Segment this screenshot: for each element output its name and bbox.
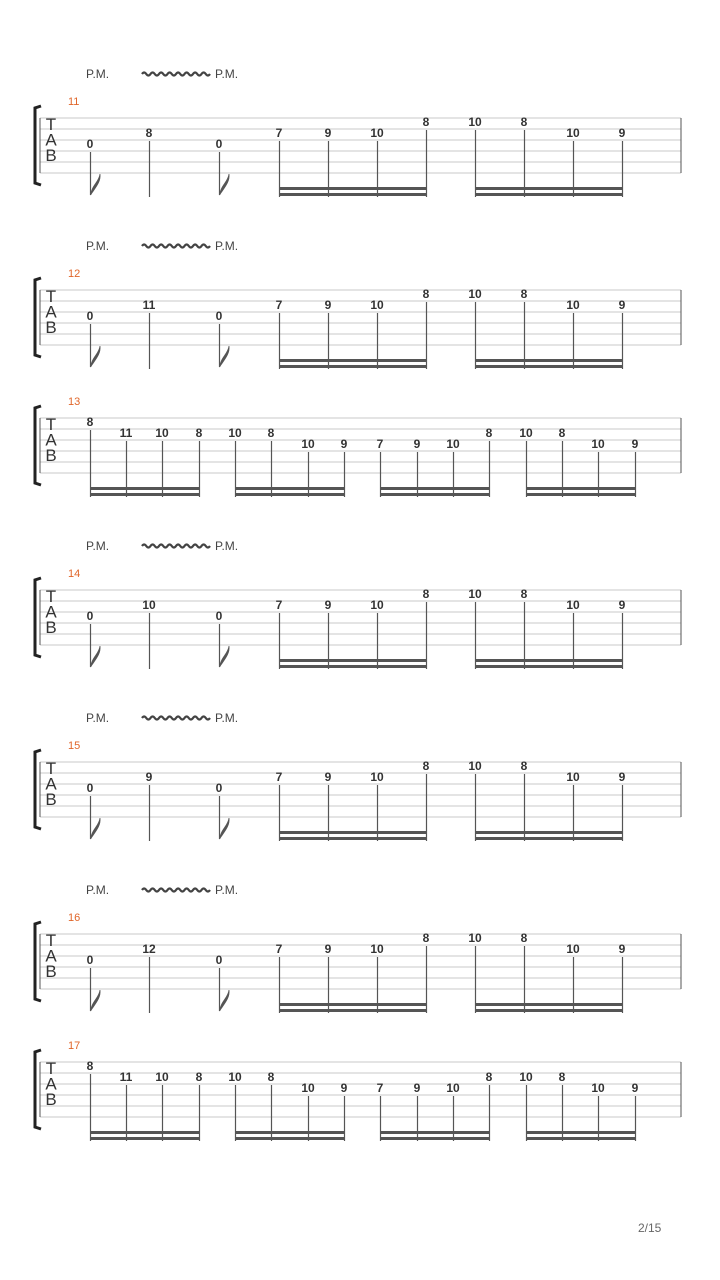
tab-clef-letter: B [45,962,57,981]
measure-number: 16 [68,912,81,924]
fret-number: 8 [422,287,430,301]
beam [380,487,490,490]
page-number: 2/15 [638,1221,662,1235]
eighth-note-flag-icon [220,346,230,367]
beam [235,487,345,490]
tab-system [35,396,681,497]
fret-number: 10 [566,598,580,612]
tab-system [35,239,681,369]
fret-number: 0 [215,781,223,795]
fret-number: 10 [566,126,580,140]
eighth-note-flag-icon [220,174,230,195]
fret-number: 7 [275,770,283,784]
fret-number: 10 [519,1070,533,1084]
fret-number: 8 [558,426,566,440]
tab-clef-letter: T [45,759,57,778]
fret-number: 10 [591,437,605,451]
tab-clef-letter: A [45,302,57,322]
beam [380,1131,490,1134]
beam [279,193,427,196]
fret-number: 0 [86,309,94,323]
tab-clef-letter: T [45,931,57,950]
beam [475,359,623,362]
fret-number: 9 [413,437,421,451]
tab-system [35,711,681,841]
tab-clef-letter: A [45,1074,57,1094]
beam [279,359,427,362]
fret-number: 10 [301,1081,315,1095]
fret-number: 8 [422,587,430,601]
beam [526,1137,636,1140]
fret-number: 8 [86,415,94,429]
beam [380,1137,490,1140]
tab-clef-letter: T [45,287,57,306]
palm-mute-marker: P.M. [215,67,239,81]
fret-number: 7 [275,298,283,312]
fret-number: 11 [142,298,156,312]
fret-number: 8 [520,931,528,945]
fret-number: 9 [340,1081,348,1095]
fret-number: 10 [566,770,580,784]
beam [235,1137,345,1140]
fret-number: 10 [468,759,482,773]
measure-number: 14 [68,568,81,580]
fret-number: 9 [618,126,626,140]
measure-number: 12 [68,268,81,280]
fret-number: 10 [468,931,482,945]
beam [279,1003,427,1006]
vibrato-wavy-line-icon [142,245,210,248]
fret-number: 9 [324,298,332,312]
beam [475,187,623,190]
measure-number: 11 [68,96,80,108]
fret-number: 10 [370,126,384,140]
fret-number: 7 [275,126,283,140]
fret-number: 8 [267,426,275,440]
tab-system [35,1040,681,1141]
fret-number: 0 [86,609,94,623]
fret-number: 8 [520,115,528,129]
fret-number: 9 [145,770,153,784]
fret-number: 8 [485,1070,493,1084]
tab-clef-letter: A [45,430,57,450]
beam [90,487,200,490]
fret-number: 10 [519,426,533,440]
fret-number: 9 [413,1081,421,1095]
eighth-note-flag-icon [91,818,101,839]
fret-number: 9 [324,598,332,612]
fret-number: 8 [520,587,528,601]
beam [279,837,427,840]
beam [90,1131,200,1134]
fret-number: 10 [468,587,482,601]
beam [380,493,490,496]
tab-clef-letter: A [45,774,57,794]
fret-number: 8 [520,759,528,773]
beam [475,1003,623,1006]
tab-clef-letter: T [45,587,57,606]
fret-number: 9 [618,942,626,956]
beam [526,487,636,490]
fret-number: 9 [618,598,626,612]
fret-number: 10 [591,1081,605,1095]
palm-mute-marker: P.M. [86,67,110,81]
tab-clef-letter: B [45,790,57,809]
palm-mute-marker: P.M. [86,239,110,253]
beam [279,187,427,190]
fret-number: 10 [566,942,580,956]
beam [279,665,427,668]
beam [475,1009,623,1012]
beam [526,493,636,496]
palm-mute-marker: P.M. [86,539,110,553]
fret-number: 0 [86,953,94,967]
eighth-note-flag-icon [220,990,230,1011]
beam [279,1009,427,1012]
fret-number: 0 [215,609,223,623]
fret-number: 0 [215,137,223,151]
beam [279,831,427,834]
measure-number: 15 [68,740,81,752]
fret-number: 10 [142,598,156,612]
fret-number: 9 [631,1081,639,1095]
tab-clef-letter: T [45,1059,57,1078]
fret-number: 7 [376,1081,384,1095]
fret-number: 10 [468,115,482,129]
fret-number: 7 [275,598,283,612]
fret-number: 10 [155,1070,169,1084]
fret-number: 8 [422,115,430,129]
fret-number: 10 [228,1070,242,1084]
fret-number: 10 [566,298,580,312]
fret-number: 9 [324,126,332,140]
fret-number: 8 [520,287,528,301]
fret-number: 9 [324,770,332,784]
fret-number: 10 [370,770,384,784]
fret-number: 11 [119,426,133,440]
fret-number: 7 [275,942,283,956]
fret-number: 12 [142,942,156,956]
eighth-note-flag-icon [91,346,101,367]
eighth-note-flag-icon [91,646,101,667]
beam [279,659,427,662]
tab-clef-letter: A [45,602,57,622]
tab-clef-letter: A [45,130,57,150]
tab-system [35,883,681,1013]
eighth-note-flag-icon [91,174,101,195]
beam [235,493,345,496]
beam [90,493,200,496]
vibrato-wavy-line-icon [142,545,210,548]
fret-number: 10 [228,426,242,440]
fret-number: 10 [446,1081,460,1095]
fret-number: 10 [301,437,315,451]
fret-number: 9 [631,437,639,451]
palm-mute-marker: P.M. [215,239,239,253]
fret-number: 0 [215,309,223,323]
fret-number: 8 [86,1059,94,1073]
fret-number: 7 [376,437,384,451]
vibrato-wavy-line-icon [142,889,210,892]
fret-number: 10 [370,942,384,956]
beam [475,659,623,662]
tab-system [35,539,681,669]
fret-number: 11 [119,1070,133,1084]
eighth-note-flag-icon [220,818,230,839]
beam [475,837,623,840]
fret-number: 9 [618,770,626,784]
fret-number: 0 [86,137,94,151]
fret-number: 10 [370,598,384,612]
tab-system [35,67,681,197]
fret-number: 9 [618,298,626,312]
fret-number: 0 [215,953,223,967]
fret-number: 9 [340,437,348,451]
fret-number: 10 [446,437,460,451]
tab-clef-letter: B [45,1090,57,1109]
beam [475,665,623,668]
measure-number: 17 [68,1040,81,1052]
tab-clef-letter: B [45,446,57,465]
fret-number: 8 [422,759,430,773]
beam [475,831,623,834]
tab-clef-letter: B [45,618,57,637]
fret-number: 10 [468,287,482,301]
measure-number: 13 [68,396,81,408]
fret-number: 8 [145,126,153,140]
beam [475,193,623,196]
fret-number: 0 [86,781,94,795]
tab-clef-letter: T [45,115,57,134]
fret-number: 8 [267,1070,275,1084]
eighth-note-flag-icon [220,646,230,667]
beam [475,365,623,368]
fret-number: 10 [155,426,169,440]
eighth-note-flag-icon [91,990,101,1011]
tab-clef-letter: B [45,146,57,165]
fret-number: 8 [195,1070,203,1084]
beam [235,1131,345,1134]
fret-number: 9 [324,942,332,956]
palm-mute-marker: P.M. [215,539,239,553]
fret-number: 10 [370,298,384,312]
tab-clef-letter: A [45,946,57,966]
fret-number: 8 [422,931,430,945]
beam [526,1131,636,1134]
vibrato-wavy-line-icon [142,717,210,720]
fret-number: 8 [485,426,493,440]
fret-number: 8 [195,426,203,440]
vibrato-wavy-line-icon [142,73,210,76]
beam [90,1137,200,1140]
beam [279,365,427,368]
tab-clef-letter: T [45,415,57,434]
palm-mute-marker: P.M. [86,711,110,725]
palm-mute-marker: P.M. [215,883,239,897]
palm-mute-marker: P.M. [215,711,239,725]
palm-mute-marker: P.M. [86,883,110,897]
fret-number: 8 [558,1070,566,1084]
tab-clef-letter: B [45,318,57,337]
